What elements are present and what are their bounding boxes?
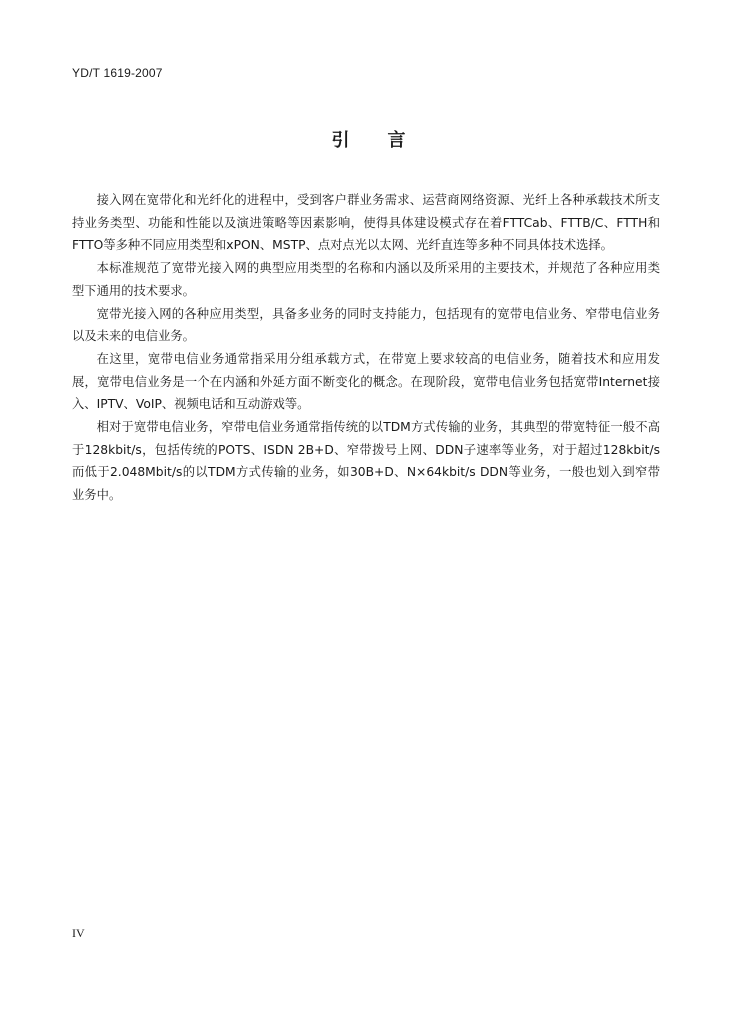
paragraph-5: 相对于宽带电信业务，窄带电信业务通常指传统的以TDM方式传输的业务，其典型的带宽特征一般不高于128kbit/s，包括传统的POTS、ISDN 2B+D、窄带拨号上网、DDN子速率等业务，对于超过128kbit/s而低于2.048Mbit/s的以TDM方式传输的业务，如30B+D、N×64kbit/s DDN等业务，一般也划入到窄带业务中。 [72,420,660,503]
page-number: IV [72,926,85,940]
paragraph-1: 接入网在宽带化和光纤化的进程中，受到客户群业务需求、运营商网络资源、光纤上各种承载技术所支持业务类型、功能和性能以及演进策略等因素影响，使得具体建设模式存在着FTTCab、FTTB/C、FTTH和FTTO等多种不同应用类型和xPON、MSTP、点对点光以太网、光纤直连等多种不同具体技术选择。 [72,193,660,253]
paragraph-4: 在这里，宽带电信业务通常指采用分组承载方式，在带宽上要求较高的电信业务，随着技术和应用发展，宽带电信业务是一个在内涵和外延方面不断变化的概念。在现阶段，宽带电信业务包括宽带Internet接入、IPTV、VoIP、视频电话和互动游戏等。 [72,351,660,412]
page-title-char-1: 引 [331,130,350,151]
introduction-body [72,189,660,507]
paragraph-3: 宽带光接入网的各种应用类型，具备多业务的同时支持能力，包括现有的宽带电信业务、窄带电信业务以及未来的电信业务。 [72,306,660,344]
page-title-char-2: 言 [387,130,406,151]
paragraph-2: 本标准规范了宽带光接入网的典型应用类型的名称和内涵以及所采用的主要技术，并规范了各种应用类型下通用的技术要求。 [72,261,660,298]
page-title [0,126,737,152]
document-code: YD/T 1619-2007 [72,66,163,80]
